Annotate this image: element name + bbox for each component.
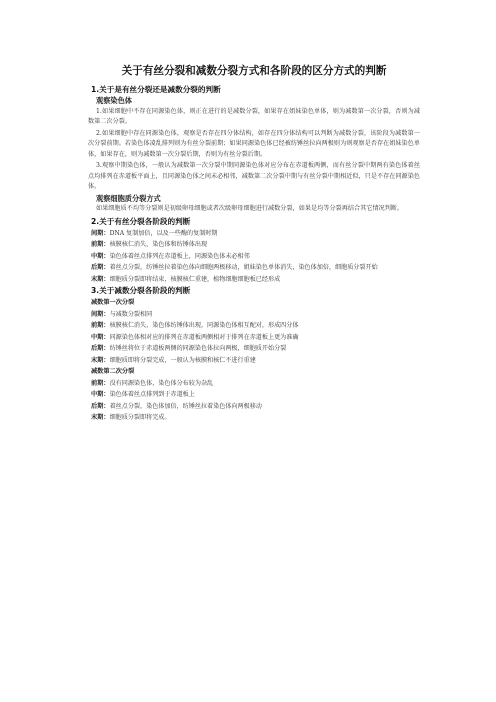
stage-text: 染色体着丝点排列在赤道板上，同源染色体未必相邻 xyxy=(109,252,250,260)
meiosis-2-label: 减数第二次分裂 xyxy=(91,368,135,375)
meiosis-1-subheading xyxy=(88,297,420,309)
section-1-paragraph-2: 2.如果细胞中存在同源染色体，观察是否存在四分体结构，如存在四分体结构可以判断为减数分裂，该阶段为减数第一次分裂前期。若染色体凌乱排列则为有丝分裂前期；如果同源染色体已经被纺锤丝拉向两极则为则观察是否存在姐妹染色单体，如果存在，则为减数第一次分裂后期，否则为有丝分裂后期。 xyxy=(88,129,420,158)
stage-text: 纺锤丝将位于赤道板两侧的同源染色体拉向两极，细胞质开始分裂 xyxy=(109,345,287,352)
mitosis-stage-row xyxy=(88,262,420,274)
stage-label: 间期： xyxy=(91,229,110,237)
stage-text: 同源染色体相对应的排列在赤道板两侧相对于排列在赤道板上更为准确 xyxy=(109,333,299,341)
stage-text: 着丝点分裂，染色体加倍，纺锤丝拉着染色体向两极移动 xyxy=(109,402,262,410)
meiosis-1-label: 减数第一次分裂 xyxy=(91,299,135,306)
stage-text: 着丝点分裂，纺锤丝拉着染色体向细胞两极移动，姐妹染色单体消失，染色体加倍，细胞质分裂开始 xyxy=(109,264,378,271)
meiosis-2-stage-row xyxy=(88,412,420,424)
meiosis-2-stage-row xyxy=(88,378,420,390)
mitosis-stage-row xyxy=(88,239,420,251)
stage-label: 前期： xyxy=(91,241,110,248)
stage-label: 后期： xyxy=(91,345,110,352)
mitosis-stage-row xyxy=(88,228,420,240)
stage-text: 细胞质分裂即将结束，核膜核仁重建，植物细胞细胞板已经形成 xyxy=(109,275,281,283)
stage-text: 与减数分裂相同 xyxy=(109,310,153,318)
stage-text: 细胞质即将分裂完成，一般认为核膜和核仁不进行重建 xyxy=(109,356,256,364)
mitosis-stage-row xyxy=(88,251,420,263)
section-1-subheading-chromosomes: 观察染色体 xyxy=(96,96,132,105)
stage-text: 没有同源染色体，染色体分布较为杂乱 xyxy=(109,379,214,387)
stage-text: DNA 复制加倍，以及一些酶的复制时期 xyxy=(109,229,218,237)
meiosis-1-stage-row xyxy=(88,320,420,332)
stage-label: 中期： xyxy=(91,333,110,341)
meiosis-2-stage-row xyxy=(88,401,420,413)
stage-label: 中期： xyxy=(91,252,110,260)
mitosis-stage-row xyxy=(88,274,420,286)
meiosis-1-stage-row xyxy=(88,343,420,355)
stage-label: 前期： xyxy=(91,322,110,329)
document-page xyxy=(88,64,420,424)
stage-label: 前期： xyxy=(91,379,110,387)
stage-text: 核膜核仁消失，染色体和纺锤体出现 xyxy=(109,241,208,248)
meiosis-1-stage-row xyxy=(88,332,420,344)
document-title: 关于有丝分裂和减数分裂方式和各阶段的区分方式的判断 xyxy=(121,65,387,77)
stage-label: 后期： xyxy=(91,264,110,271)
section-1-paragraph-1: 1.如果细胞中不存在同源染色体，则正在进行的是减数分裂，如果存在姐妹染色单体，则为减数第一次分裂，否则为减数第二次分裂。 xyxy=(88,107,420,125)
stage-text: 染色体着丝点排列到于赤道板上 xyxy=(109,391,195,398)
section-3-heading: 3.关于减数分裂各阶段的判断 xyxy=(91,286,191,295)
stage-text: 细胞质分裂即将完成。 xyxy=(109,414,171,421)
meiosis-1-stage-row xyxy=(88,355,420,367)
stage-label: 末期： xyxy=(91,275,110,283)
stage-label: 末期： xyxy=(91,356,110,364)
section-1-paragraph-3: 3.观察中期染色体，一般认为减数第一次分裂中期同源染色体对应分布在赤道板两侧，而有丝分裂中期两有染色体着丝点均排列在赤道板平面上，且同源染色体之间未必相邻，减数第二次分裂中期与有丝分裂中期相近似，只是不存在同源染色体。 xyxy=(88,162,420,190)
meiosis-2-stage-row xyxy=(88,389,420,401)
section-1-paragraph-4: 如果细胞质不均等分裂则是初级卵母细胞或者次级卵母细胞进行减数分裂，如果是均等分裂再结合其它情况判断。 xyxy=(96,205,404,212)
section-1-heading: 1.关于是有丝分裂还是减数分裂的判断 xyxy=(91,85,221,94)
stage-label: 末期： xyxy=(91,414,110,421)
stage-label: 间期： xyxy=(91,310,110,318)
meiosis-1-stage-row xyxy=(88,309,420,321)
section-2-heading: 2.关于有丝分裂各阶段的判断 xyxy=(91,216,191,226)
section-1-subheading-cytokinesis: 观察细胞质分裂方式 xyxy=(96,193,161,203)
meiosis-2-subheading xyxy=(88,366,420,378)
stage-label: 中期： xyxy=(91,391,110,398)
stage-text: 核膜核仁消失，染色体纺锤体出现，同源染色体相互配对，形成四分体 xyxy=(109,322,299,329)
stage-label: 后期： xyxy=(91,402,110,410)
